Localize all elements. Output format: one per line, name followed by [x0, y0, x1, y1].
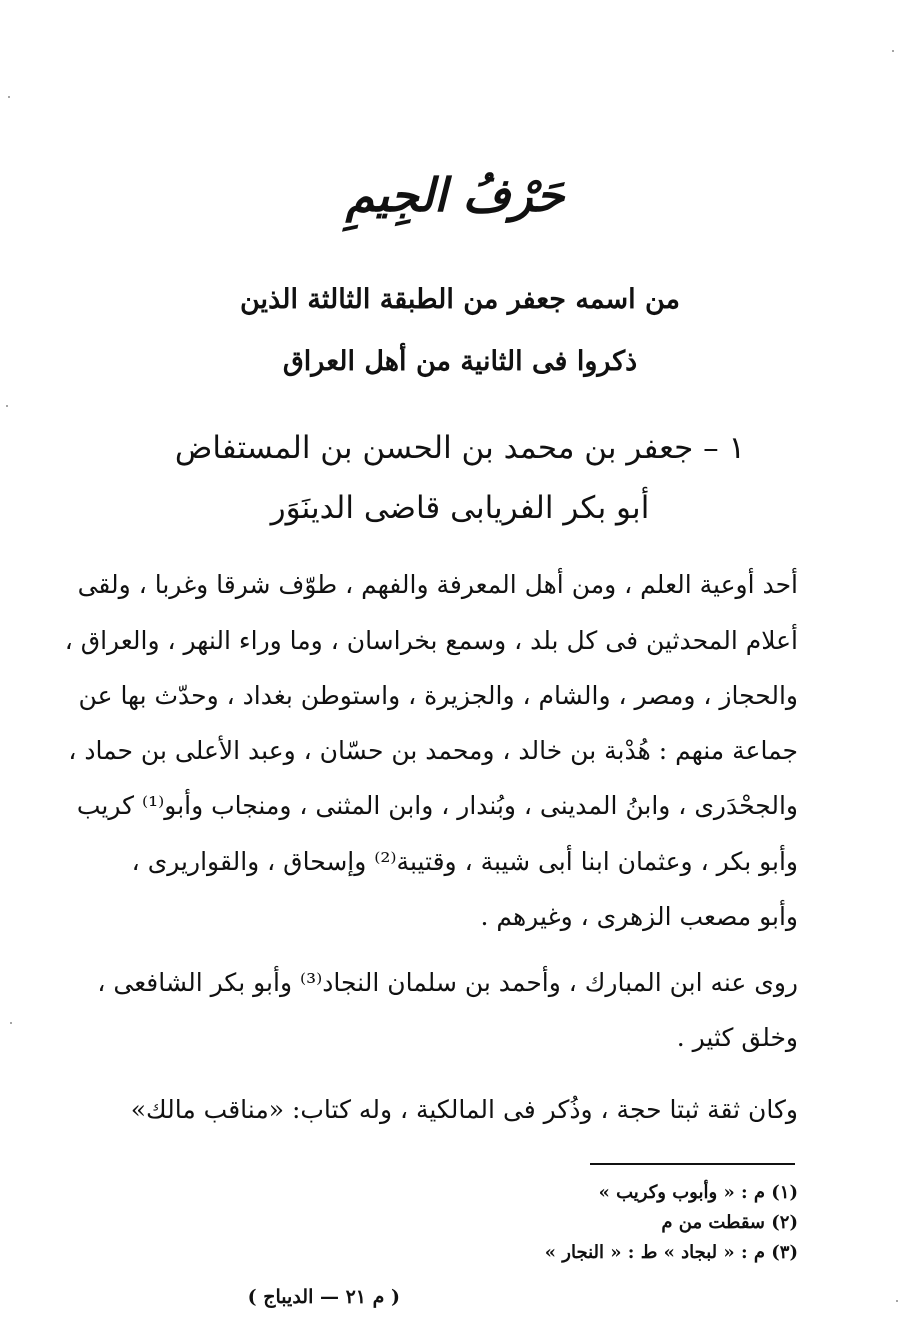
- scan-speck: [10, 1022, 12, 1024]
- entry-title-line-2: أبو بكر الفريابى قاضى الدينَوَر: [270, 490, 650, 526]
- paragraph-line: أعلام المحدثين فى كل بلد ، وسمع بخراسان ، وما وراء النهر ، والعراق ،: [64, 626, 798, 655]
- scan-speck: [8, 96, 10, 98]
- paragraph-line: أحد أوعية العلم ، ومن أهل المعرفة والفهم ، طوّف شرقا وغربا ، ولقى: [77, 570, 798, 599]
- chapter-heading: حَرْفُ الجِيمِ: [345, 168, 565, 222]
- footnote-divider: [590, 1163, 795, 1165]
- entry-title-line-1: ١ – جعفر بن محمد بن الحسن بن المستفاض: [174, 430, 746, 466]
- paragraph-line: والجحْدَرى ، وابنُ المدينى ، وبُندار ، وابن المثنى ، ومنجاب وأبو⁽¹⁾ كريب: [76, 791, 798, 820]
- footnote-3: (٣) م : « لبجاد » ط : « النجار »: [544, 1242, 798, 1263]
- page-signature: ( م ٢١ — الديباج ): [247, 1286, 400, 1308]
- footnote-2: (٢) سقطت من م: [661, 1212, 798, 1233]
- section-title-line-1: من اسمه جعفر من الطبقة الثالثة الذين: [240, 284, 680, 315]
- paragraph-line: جماعة منهم : هُدْبة بن خالد ، ومحمد بن حسّان ، وعبد الأعلى بن حماد ،: [68, 736, 798, 765]
- paragraph-line: والحجاز ، ومصر ، والشام ، والجزيرة ، واستوطن بغداد ، وحدّث بها عن: [78, 681, 798, 710]
- footnote-1: (١) م : « وأبوب وكريب »: [598, 1182, 798, 1203]
- paragraph-line: وأبو مصعب الزهرى ، وغيرهم .: [480, 902, 798, 931]
- scan-speck: [896, 1300, 898, 1302]
- paragraph-line: روى عنه ابن المبارك ، وأحمد بن سلمان النجاد⁽³⁾ وأبو بكر الشافعى ،: [97, 968, 798, 997]
- paragraph-line: وكان ثقة ثبتا حجة ، وذُكر فى المالكية ، وله كتاب: «مناقب مالك»: [130, 1095, 798, 1124]
- paragraph-line: وخلق كثير .: [676, 1023, 798, 1052]
- scan-speck: [892, 50, 894, 52]
- section-title-line-2: ذكروا فى الثانية من أهل العراق: [282, 346, 638, 377]
- paragraph-line: وأبو بكر ، وعثمان ابنا أبى شيبة ، وقتيبة⁽²⁾ وإسحاق ، والقواريرى ،: [131, 847, 798, 876]
- scan-speck: [6, 405, 8, 407]
